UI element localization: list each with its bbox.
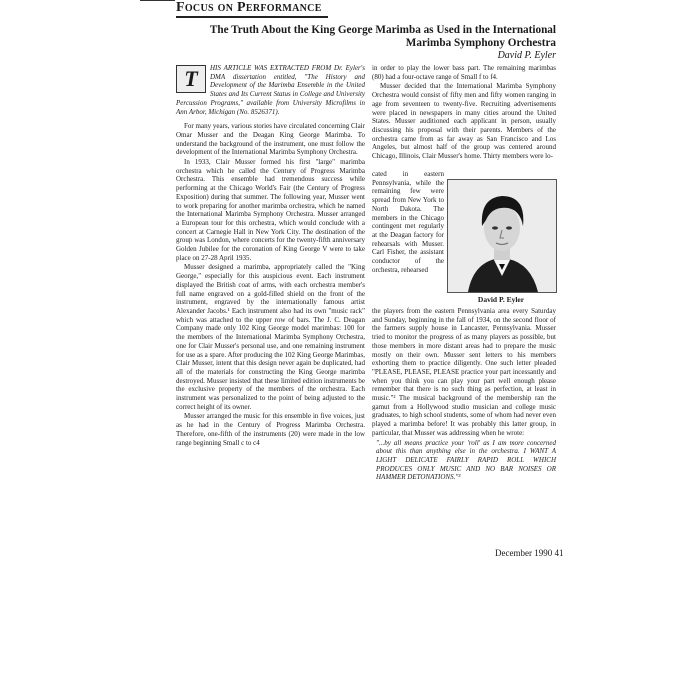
- column-right-wrap: cated in eastern Pennsylvania, while the remaining few were spread from New York to North Dakota. The members in the Chicago contingent met regularly at the Deagan factory for rehearsals with Musser. Carl Fisher, the assistant conductor of the orchestra, rehearsed: [372, 170, 444, 274]
- author-photo: [447, 179, 557, 293]
- page-footer: December 1990 41: [495, 548, 564, 558]
- paragraph: the players from the eastern Pennsylvania area every Saturday and Sunday, beginning in the fall of 1934, on the second floor of the farmers supply house in Lancaster, Pennsylvania. Musser tried to monitor the progress of as many players as possible, but those members in more distant areas had to prepare the music mostly on their own. Musser sent letters to his members exhorting them to practice diligently. One such letter pleaded "PLEASE, PLEASE, PLEASE practice your part incessantly and when you think you can play your part well enough please remember that there is no such thing as perfection, at least in music."² The musical background of the membership ran the gamut from a Hollywood studio musician and college music graduates, to high school students, some of whom had never even played a marimba before! It was probably this latter group, in particular, that Musser was addressing when he wrote:: [372, 307, 556, 437]
- author-byline: David P. Eyler: [497, 50, 556, 61]
- column-right-top: [372, 64, 556, 162]
- intro-text: HIS ARTICLE WAS EXTRACTED FROM Dr. Eyler's DMA dissertation entitled, "The History and Development of the Marimba Ensemble in the United States and Its Current Status in College and University Percussion Programs," available from University Microfilms in Ann Arbor, Michigan (No. 8526371).: [176, 64, 365, 116]
- title-line-2: Marimba Symphony Orchestra: [405, 37, 556, 49]
- article-title: [176, 24, 556, 50]
- portrait-image: [448, 180, 556, 292]
- paragraph: in order to play the lower bass part. The remaining marimbas (80) had a four-octave range of Small f to f4.: [372, 64, 556, 81]
- paragraph: For many years, various stories have circulated concerning Clair Omar Musser and the Deagan King George Marimba. To understand the background of the instrument, one must follow the development of the International Marimba Symphony Orchestra.: [176, 122, 365, 157]
- intro-paragraph: [176, 64, 365, 116]
- paragraph: Musser designed a marimba, appropriately called the "King George," especially for this auspicious event. Each instrument displayed the British coat of arms, with each orchestra member's full name engraved on a gold-filled shield on the front of the instrument, engraved by the internationally famous artist Alexander Jacobs.¹ Each instrument also had its own "music rack" which was attached to the upper row of bars. The J. C. Deagan Company made only 102 King George model marimbas: 100 for the members of the International Marimba Symphony Orchestra, one for Clair Musser's personal use, and one remaining instrument for use as a spare. After producing the 102 King George Marimbas, Clair Musser, intent that this design never again be duplicated, had all of the materials for constructing the King George marimba destroyed. Musser insisted that these limited edition instruments be the exclusive property of the members of the orchestra. Each instrument was personalized to the point of being adjusted to the correct height of its owner.: [176, 263, 365, 411]
- paragraph: Musser decided that the International Marimba Symphony Orchestra would consist of fifty men and fifty women ranging in age from seventeen to twenty-five. Recruiting advertisements were placed in newspapers in many cities around the United States. Musser auditioned each applicant in person, usually discussing his proposal with their parents. Members of the orchestra came from as far away as San Francisco and Los Angeles, but almost half of the group was centered around Chicago, Illinois, Clair Musser's home. Thirty members were lo-: [372, 82, 556, 161]
- section-heading: Focus on Performance: [176, 0, 328, 18]
- photo-caption: David P. Eyler: [477, 295, 525, 304]
- paragraph: Musser arranged the music for this ensemble in five voices, just as he had in the Century of Progress Marimba Orchestra. Therefore, one-fifth of the instruments (20) were made in the low range beginning Small c to c4: [176, 412, 365, 447]
- quotation: "...by all means practice your 'roll' as I am more concerned about this than anything else in the orchestra. I WANT A LIGHT DELICATE FAIRLY RAPID ROLL WHICH PRODUCES ONLY MUSIC AND NO BAR NOISES OR HAMMER DETONATIONS."³: [376, 438, 556, 482]
- drop-cap: T: [176, 65, 206, 93]
- title-line-1: The Truth About the King George Marimba as Used in the International: [209, 24, 556, 36]
- header-rule: [140, 0, 175, 1]
- paragraph: In 1933, Clair Musser formed his first "large" marimba orchestra which he called the Century of Progress Marimba Orchestra. This ensemble had tremendous success while performing at the Chicago World's Fair (the Century of Progress Exposition) during that summer. The following year, Musser went to work preparing for another marimba orchestra, which he named the International Marimba Symphony Orchestra. Musser arranged a European tour for this orchestra, which would conclude with a concert at Carnegie Hall in New York City. The destination of the group was London, where concerts for the twenty-fifth anniversary Golden Jubilee for the coronation of King George V were to take place on 27-28 April 1935.: [176, 158, 365, 262]
- column-right-bottom: [372, 307, 556, 483]
- column-left: [176, 64, 365, 448]
